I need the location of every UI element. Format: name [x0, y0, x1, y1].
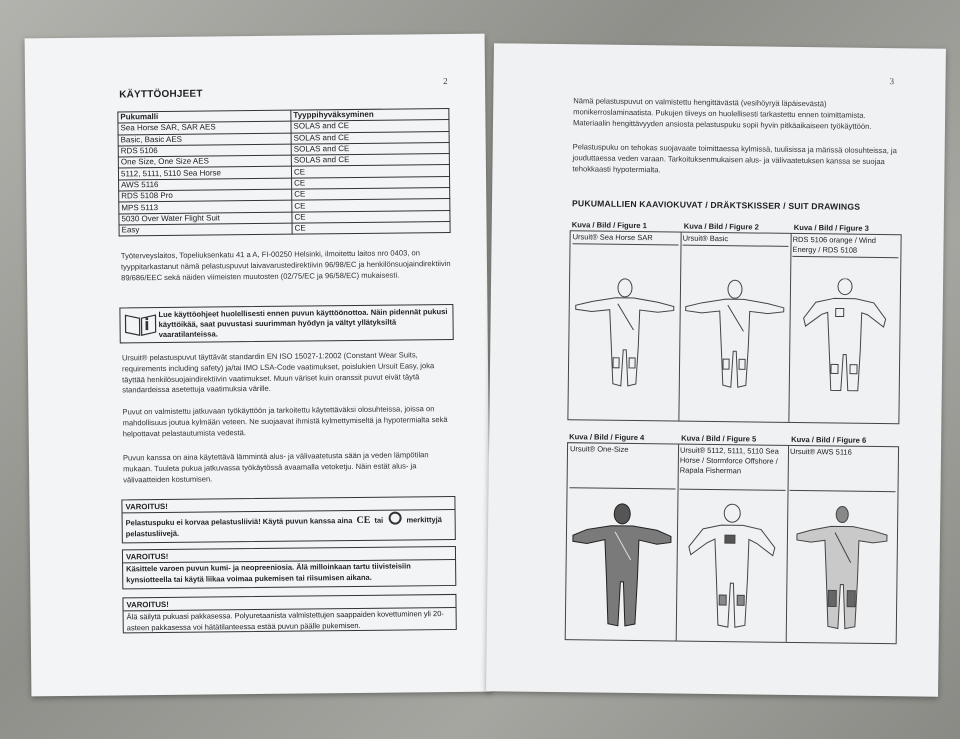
- warning-box-frost: [122, 594, 456, 633]
- table-cell: CE: [292, 210, 450, 223]
- table-cell: SOLAS and CE: [291, 142, 449, 155]
- figure-5-caption: Ursuit® 5112, 5111, 5110 Sea Horse / Stormforce Offshore / Rapala Fisherman: [680, 446, 787, 491]
- figure-6-caption: Ursuit® AWS 5116: [790, 447, 897, 492]
- suit-drawing-one-size: [568, 501, 676, 632]
- figure-4-head: Kuva / Bild / Figure 4: [569, 432, 645, 443]
- warning-title: VAROITUS!: [123, 595, 455, 611]
- table-cell: MPS 5113: [119, 201, 292, 214]
- solas-wheel-icon: [388, 512, 401, 525]
- warning-text-start: Pelastuspuku ei korvaa pelastusliiviä! Käytä puvun kanssa aina: [125, 516, 353, 528]
- table-cell: SOLAS and CE: [291, 131, 449, 144]
- ce-mark-icon: CE: [356, 514, 371, 526]
- figure-grid-row2: [565, 442, 899, 644]
- figure-1-caption: Ursuit® Sea Horse SAR: [573, 232, 679, 245]
- warning-box-lifejacket: [121, 496, 455, 543]
- page-title: KÄYTTÖOHJEET: [119, 88, 203, 101]
- info-text: Lue käyttöohjeet huolellisesti ennen puvun käyttöönottoa. Näin pidennät pukusi käyttöikää, saat puvustasi suurimman hyödyn ja vältyt yllätyksiltä vaaratilanteissa.: [158, 307, 448, 340]
- suit-drawing-basic: [681, 277, 788, 398]
- figure-3-caption: RDS 5106 orange / Wind Energy / RDS 5108: [792, 235, 898, 258]
- warning-title: VAROITUS!: [123, 547, 455, 563]
- warning-title: VAROITUS!: [122, 497, 454, 513]
- table-cell: CE: [292, 199, 450, 212]
- table-cell: SOLAS and CE: [291, 120, 449, 133]
- warning-text-end: merkittyjä pelastusliivejä.: [125, 515, 442, 538]
- figure-5-head: Kuva / Bild / Figure 5: [681, 433, 757, 444]
- table-cell: SOLAS and CE: [291, 154, 449, 167]
- warning-text-mid: tai: [374, 515, 384, 525]
- suit-drawing-sea-horse-sar: [571, 275, 678, 396]
- table-cell: 5030 Over Water Flight Suit: [119, 212, 292, 225]
- warning-text: Käsittele varoen puvun kumi- ja neopreeniosia. Älä milloinkaan tartu tiivisteisiin kynsiotteella tai käytä liikaa voimaa pukemisen tai riisumisen aikana.: [126, 561, 411, 584]
- suit-drawing-aws-5116: [788, 504, 896, 635]
- usage-paragraph: Puvut on valmistettu jatkuvaan työkäyttöön ja tarkoitettu käytettäväksi olosuhteissa, joissa on mahdollisuus joutua kylmään veteen. Ne suojaavat ihmistä kylmettymiseltä ja hypotermialta sekä helpottavat pelastautumista vedestä.: [122, 404, 448, 439]
- left-page: [25, 34, 492, 697]
- table-cell: Basic, Basic AES: [118, 133, 291, 146]
- figure-2-head: Kuva / Bild / Figure 2: [683, 221, 759, 232]
- table-cell: CE: [292, 221, 450, 234]
- warning-text: Älä säilytä pukuasi pakkasessa. Polyuretaanista valmistettujen saappaiden kovettuminen yli 20-asteen pakkasessa voi hätätilanteessa estää puvun päälle pukemisen.: [126, 609, 444, 632]
- read-manual-icon: [123, 311, 157, 337]
- table-cell: Easy: [119, 223, 292, 236]
- table-cell: AWS 5116: [119, 178, 292, 191]
- model-table: [117, 108, 450, 237]
- suit-drawing-rds: [791, 278, 898, 399]
- info-box: [119, 304, 453, 343]
- protection-paragraph: Pelastuspuku on tehokas suojavaate toimittaessa kylmissä, tuulisissa ja märissä olosuhteissa, ja jouduttaessa veden varaan. Tarkoituksenmukaisen alus- ja välivaatetuksen kanssa se suojaa tehokkaasti hypotermialta.: [572, 142, 897, 174]
- figure-2-caption: Ursuit® Basic: [683, 234, 789, 247]
- section-title: PUKUMALLIEN KAAVIOKUVAT / DRÄKTSKISSER / SUIT DRAWINGS: [571, 198, 861, 212]
- table-cell: CE: [292, 188, 450, 201]
- table-cell: Sea Horse SAR, SAR AES: [118, 121, 291, 134]
- table-header: Pukumalli: [118, 110, 291, 123]
- figure-4-caption: Ursuit® One-Size: [570, 444, 677, 489]
- figure-6-head: Kuva / Bild / Figure 6: [791, 434, 867, 445]
- warning-box-seals: [122, 546, 456, 589]
- figure-grid-row1: [567, 230, 901, 424]
- clothing-paragraph: Puvun kanssa on aina käytettävä lämmintä alus- ja välivaatetusta sään ja veden lämpötilan mukaan. Tuuleta pukua jatkuvassa työkäytössä avaamalla vetoketju. Näin estät alus- ja välivaatteiden kostumisen.: [122, 450, 429, 485]
- table-cell: 5112, 5111, 5110 Sea Horse: [118, 167, 291, 180]
- suit-drawing-5112-sea-horse: [678, 503, 786, 634]
- warning-text: [123, 510, 455, 541]
- right-page: [486, 43, 946, 696]
- table-header: Tyyppihyväksyminen: [291, 108, 449, 121]
- page-number-right: 3: [889, 76, 895, 87]
- table-cell: RDS 5108 Pro: [119, 189, 292, 202]
- figure-1-head: Kuva / Bild / Figure 1: [571, 220, 647, 231]
- standard-paragraph: Ursuit® pelastuspuvut täyttävät standardin EN ISO 15027-1:2002 (Constant Wear Suits, requirements including safety) ja/tai IMO LSA-Code vaatimukset, poislukien Ursuit Easy, joka täyttää henkilösuojaindirektiivin vaatimukset. Muun väriset kuin oranssit puvut eivät täytä standardeissa asetettuja vaatimuksia värille.: [121, 350, 435, 395]
- table-cell: One Size, One Size AES: [118, 155, 291, 168]
- table-cell: CE: [291, 165, 449, 178]
- approval-paragraph: Työterveyslaitos, Topeliuksenkatu 41 a A, FI-00250 Helsinki, ilmoitettu laitos nro 0403, on tyyppitarkastanut nämä pelastuspuvut laivavarustedirektiivin 96/98/EC ja henkilönsuojaindirektiivin 89/686/EEC sekä näiden viimeisten muutosten (02/75/EC ja 96/58/EC) mukaisesti.: [120, 248, 451, 283]
- figure-3-head: Kuva / Bild / Figure 3: [793, 222, 869, 233]
- material-paragraph: Nämä pelastuspuvut on valmistettu hengittävästä (vesihöyryä läpäisevästä) monikerroslaminaatista. Pukujen tiiveys on huolellisesti tarkastettu ennen toimittamista. Materiaalin hengittävyyden ansiosta pelastuspuku sopii hyvin pitkäaikaiseen työkäyttöön.: [572, 96, 872, 131]
- table-cell: RDS 5106: [118, 144, 291, 157]
- page-number-left: 2: [442, 75, 448, 87]
- table-cell: CE: [292, 176, 450, 189]
